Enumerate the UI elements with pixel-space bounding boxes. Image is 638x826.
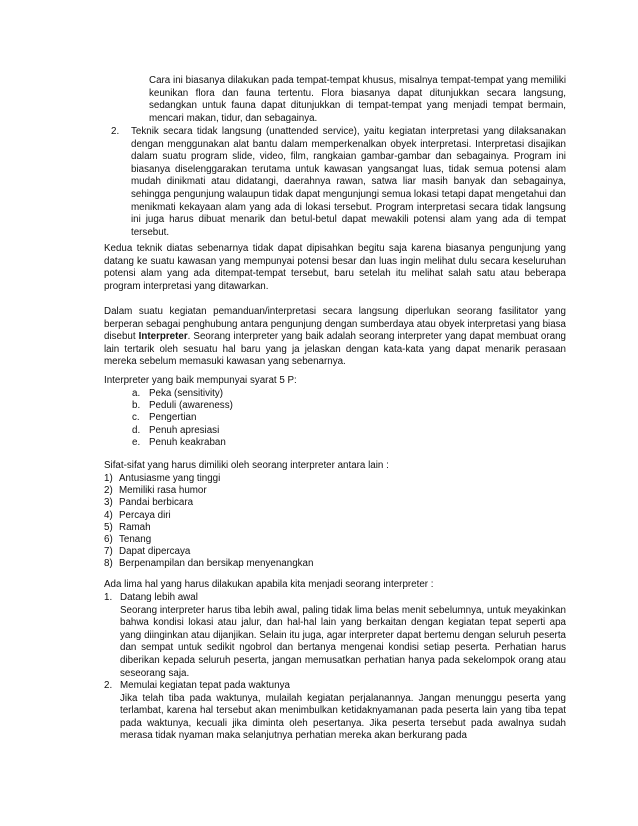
list-letter: b. <box>132 400 141 412</box>
list-letter: d. <box>132 424 141 436</box>
list-text: Peka (sensitivity) <box>149 388 224 399</box>
lima-hal-heading-text: Ada lima hal yang harus dilakukan apabila kita menjadi seorang interpreter : <box>104 579 434 590</box>
intro-continued-text: Cara ini biasanya dilakukan pada tempat-tempat khusus, misalnya tempat-tempat yang memiliki keunikan flora dan fauna tertentu. Flora biasanya dapat ditunjukkan secara langsung, sedangkan untuk fauna dapat ditunjukkan di tempat-tempat yang menjadi tempat bermain, mencari makan, tidur, dan sebagainya. <box>149 75 566 124</box>
list-item <box>132 388 332 400</box>
list-text: Penuh keakraban <box>149 436 226 448</box>
list-number: 6) <box>104 533 113 545</box>
list-text: Dapat dipercaya <box>119 546 191 558</box>
interpreter-term: Interpreter <box>138 331 188 343</box>
syarat-heading <box>104 375 566 388</box>
dalam-paragraph <box>104 306 566 369</box>
list-item <box>104 497 404 509</box>
list-text: Penuh apresiasi <box>149 424 220 436</box>
list-item <box>104 558 404 570</box>
list-number: 1) <box>104 473 113 484</box>
list-text: Berpenampilan dan bersikap menyenangkan <box>119 558 314 570</box>
kedua-text: Kedua teknik diatas sebenarnya tidak dapat dipisahkan begitu saja karena biasanya pengunjung yang datang ke suatu kawasan yang mempunyai potensi besar dan luas ingin melihat dulu secara keseluruhan potensi alam yang ada ditempat-tempat tersebut, baru setelah itu melihat salah satu atau beberapa program interpretasi yang ditawarkan. <box>104 243 566 292</box>
list-letter: a. <box>132 388 141 399</box>
list-letter: e. <box>132 436 141 448</box>
lima-hal-item1-text: Seorang interpreter harus tiba lebih awal, paling tidak lima belas menit sebelumnya, untuk meyakinkan bahwa kondisi lokasi atau jalur, dan hal-hal lain yang berkaitan dengan kegiatan tepat seperti apa yang diinginkan atau dijanjikan. Selain itu juga, agar interpreter dapat bertemu dengan seluruh peserta dan sempat untuk sedikit ngobrol dan bertanya mengenai kondisi setiap peserta. Perhatian harus diberikan kepada seluruh peserta, jangan memusatkan perhatian hanya pada sekelompok orang atau seseorang saja. <box>120 604 566 679</box>
list-text: Memiliki rasa humor <box>119 485 207 497</box>
list-item <box>104 510 404 522</box>
list-text: Percaya diri <box>119 509 171 521</box>
list-number: 7) <box>104 546 113 558</box>
syarat-list <box>132 388 332 449</box>
list-text: Antusiasme yang tinggi <box>119 473 221 484</box>
item2-paragraph <box>131 126 566 239</box>
list-text: Pengertian <box>149 412 197 424</box>
list-item <box>132 412 332 424</box>
list-item <box>104 534 404 546</box>
dalam-text-after: . Seorang interpreter yang baik adalah seorang interpreter yang dapat membuat orang lain tertarik oleh sesuatu hal baru yang ja jelaskan dengan kata-kata yang dapat menarik perasaan mereka sebelum memasuki kawasan yang sebenarnya. <box>104 331 566 368</box>
kedua-paragraph <box>104 243 566 293</box>
lima-hal-item1-title: Datang lebih awal <box>120 592 198 603</box>
list-number: 3) <box>104 497 113 509</box>
list-text: Pandai berbicara <box>119 497 194 509</box>
sifat-heading-text: Sifat-sifat yang harus dimiliki oleh seorang interpreter antara lain : <box>104 460 389 471</box>
lima-hal-item2-title: Memulai kegiatan tepat pada waktunya <box>120 680 290 691</box>
syarat-heading-text: Interpreter yang baik mempunyai syarat 5 P: <box>104 375 297 386</box>
lima-hal-item1-number: 1. <box>104 592 113 603</box>
list-item <box>132 400 332 412</box>
lima-hal-item2-number: 2. <box>104 680 113 691</box>
item2-text: Teknik secara tidak langsung (unattended service), yaitu kegiatan interpretasi yang dilaksanakan dengan menggunakan alat bantu dalam memperkenalkan obyek interpretasi. Interpretasi disajikan dalam suatu program slide, video, film, rangkaian gambar-gambar dan sebagainya. Program ini biasanya diselenggarakan terutama untuk kawasan yangsangat luas, tidak semua potensi alam mudah dinikmati atau didatangi, daerahnya rawan, satwa liar masih banyak dan sebagainya, sehingga pengunjung walaupun tidak dapat mengunjungi semua lokasi tetapi dapat mengetahui dan menikmati kekayaan alam yang ada di lokasi tersebut. Program interpretasi secara tidak langsung ini juga harus dibuat menarik dan betul-betul dapat mewakili potensi alam yang ada di tempat tersebut. <box>131 126 566 238</box>
lima-hal-item1 <box>120 592 566 680</box>
sifat-list <box>104 473 404 571</box>
intro-continued-paragraph <box>149 75 566 125</box>
list-item <box>104 522 404 534</box>
list-text: Ramah <box>119 521 151 533</box>
list-number: 8) <box>104 558 113 570</box>
lima-hal-item2-text: Jika telah tiba pada waktunya, mulailah kegiatan perjalanannya. Jangan menunggu peserta yang terlambat, karena hal tersebut akan menimbulkan ketidaknyamanan pada peserta lain yang tiba tepat pada waktunya, kecuali jika diminta oleh pesertanya. Jika peserta tersebut pada awalnya sudah merasa tidak nyaman maka selanjutnya perhatian mereka akan berkurang pada <box>120 692 566 742</box>
list-item <box>132 425 332 437</box>
lima-hal-heading <box>104 579 566 592</box>
item2-number: 2. <box>111 126 120 137</box>
list-number: 4) <box>104 509 113 521</box>
sifat-heading <box>104 460 566 473</box>
list-text: Peduli (awareness) <box>149 400 233 412</box>
list-number: 5) <box>104 521 113 533</box>
list-item <box>132 437 332 449</box>
lima-hal-item2 <box>120 680 566 743</box>
list-item <box>104 485 404 497</box>
list-letter: c. <box>132 412 140 424</box>
list-text: Tenang <box>119 533 152 545</box>
list-item <box>104 546 404 558</box>
dalam-text-before: Dalam suatu kegiatan pemanduan/interpretasi secara langsung diperlukan seorang fasilitator yang berperan sebagai penghubung antara pengunjung dengan sumberdaya atau obyek interpretasi yang biasa disebut <box>104 306 566 343</box>
list-item <box>104 473 404 485</box>
list-number: 2) <box>104 485 113 497</box>
